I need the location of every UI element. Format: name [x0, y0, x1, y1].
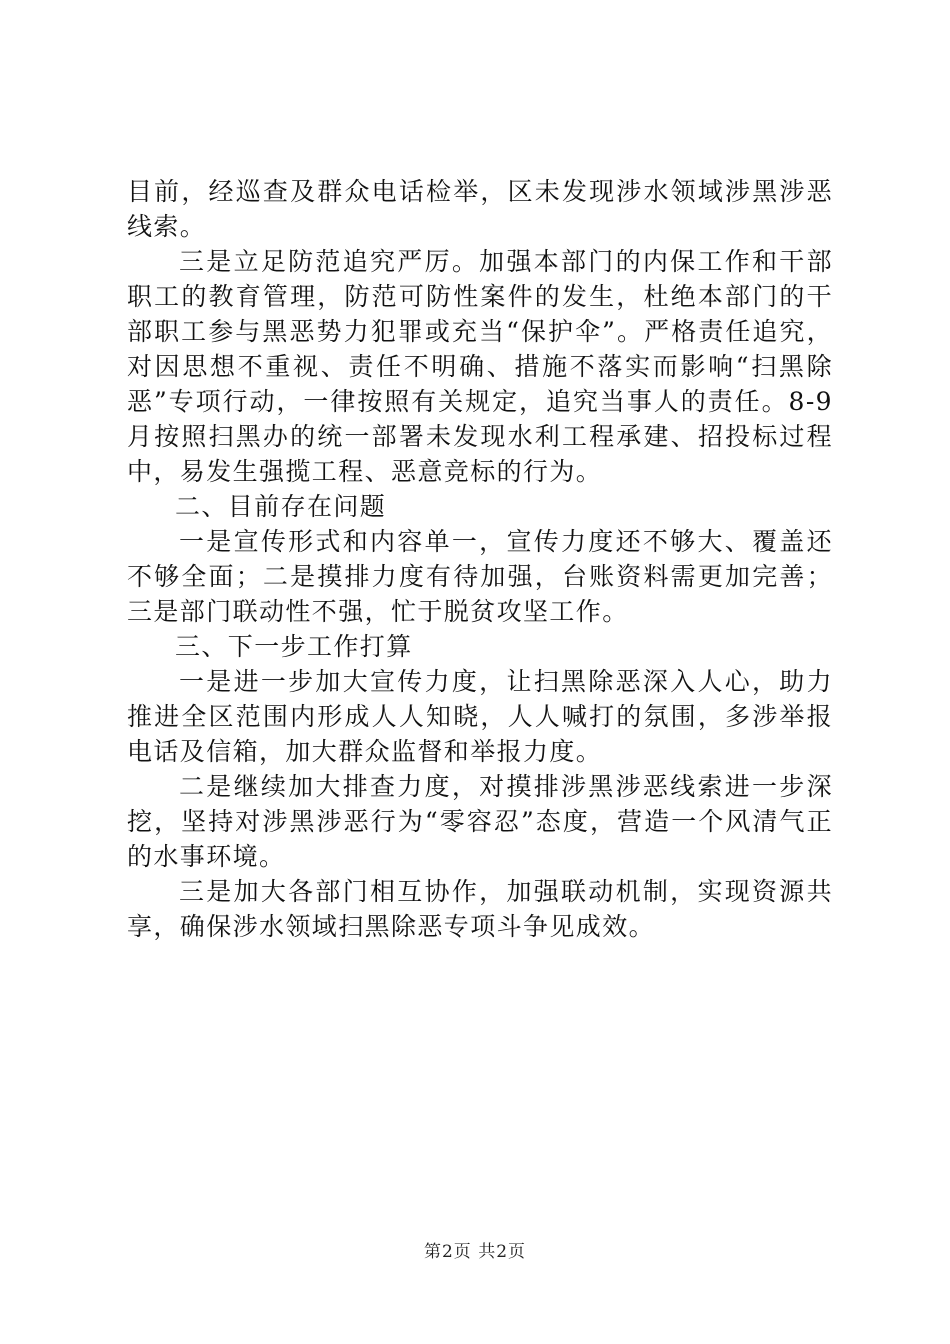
page-number-footer: 第2页 共2页: [423, 1242, 527, 1262]
paragraph-next-step-2: 二是继续加大排查力度，对摸排涉黑涉恶线索进一步深挖，坚持对涉黑涉恶行为“零容忍”态度，营造一个风清气正的水事环境。: [127, 772, 833, 871]
document-body: [127, 174, 833, 944]
section-heading-problems: 二、目前存在问题: [175, 492, 387, 521]
section-heading-next-steps: 三、下一步工作打算: [175, 632, 413, 661]
paragraph-continuation: 目前，经巡查及群众电话检举，区未发现涉水领域涉黑涉恶线索。: [127, 177, 833, 241]
paragraph-problems: 一是宣传形式和内容单一，宣传力度还不够大、覆盖还不够全面；二是摸排力度有待加强，台账资料需更加完善；三是部门联动性不强，忙于脱贫攻坚工作。: [127, 527, 833, 626]
paragraph-prevention: 三是立足防范追究严厉。加强本部门的内保工作和干部职工的教育管理，防范可防性案件的发生，杜绝本部门的干部职工参与黑恶势力犯罪或充当“保护伞”。严格责任追究，对因思想不重视、责任不明确、措施不落实而影响“扫黑除恶”专项行动，一律按照有关规定，追究当事人的责任。8-9月按照扫黑办的统一部署未发现水利工程承建、招投标过程中，易发生强揽工程、恶意竞标的行为。: [127, 247, 833, 486]
paragraph-next-step-3: 三是加大各部门相互协作，加强联动机制，实现资源共享，确保涉水领域扫黑除恶专项斗争见成效。: [127, 877, 833, 941]
paragraph-next-step-1: 一是进一步加大宣传力度，让扫黑除恶深入人心，助力推进全区范围内形成人人知晓，人人喊打的氛围，多涉举报电话及信箱，加大群众监督和举报力度。: [127, 667, 833, 766]
